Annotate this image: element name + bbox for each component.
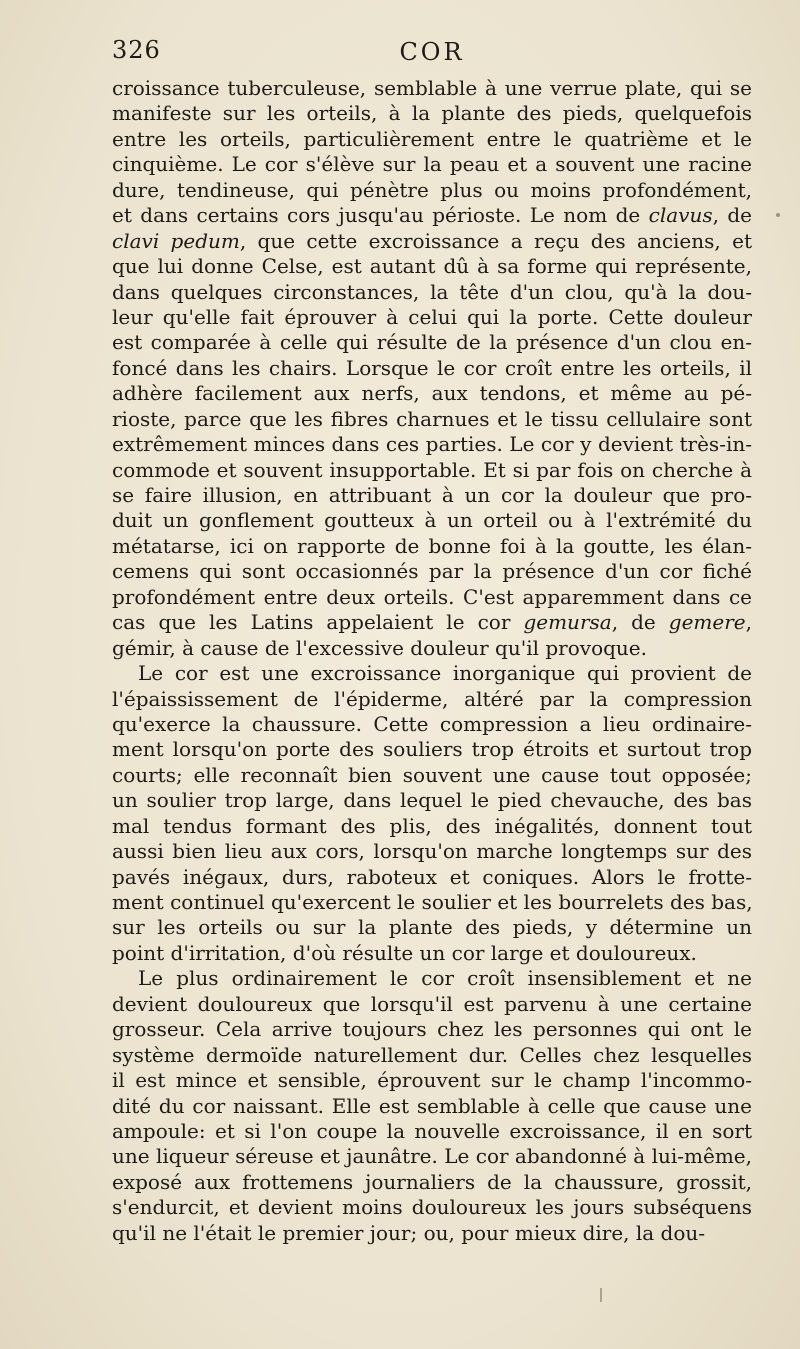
- ink-speck: [776, 213, 780, 217]
- text-line: foncé dans les chairs. Lorsque le cor croît entre les orteils, il: [112, 355, 752, 380]
- text-line: gémir, à cause de l'excessive douleur qu'il provoque.: [112, 635, 647, 660]
- text-line: que lui donne Celse, est autant dû à sa forme qui représente,: [112, 254, 752, 279]
- text-line: courts; elle reconnaît bien souvent une cause tout opposée;: [112, 762, 752, 787]
- text-line: cemens qui sont occasionnés par la présence d'un cor fiché: [112, 559, 752, 584]
- text-line: se faire illusion, en attribuant à un cor la douleur que pro-: [112, 483, 752, 507]
- text-line: profondément entre deux orteils. C'est apparemment dans ce: [112, 584, 752, 609]
- text-line: grosseur. Cela arrive toujours chez les personnes qui ont le: [112, 1017, 752, 1042]
- text-line: extrêmement minces dans ces parties. Le cor y devient très-in-: [112, 432, 752, 457]
- text-line: Le cor est une excroissance inorganique qui provient de: [138, 661, 752, 686]
- text-line: aussi bien lieu aux cors, lorsqu'on marche longtemps sur des: [112, 839, 752, 864]
- text-line: entre les orteils, particulièrement entre le quatrième et le: [112, 126, 752, 151]
- text-line: il est mince et sensible, éprouvent sur le champ l'incommo-: [112, 1068, 752, 1093]
- text-line: point d'irritation, d'où résulte un cor large et douloureux.: [112, 940, 697, 965]
- text-line: cinquième. Le cor s'élève sur la peau et a souvent une racine: [112, 152, 752, 177]
- text-line: métatarse, ici on rapporte de bonne foi à la goutte, les élan-: [112, 533, 752, 558]
- ink-mark: [600, 1288, 602, 1302]
- text-line: mal tendus formant des plis, des inégalités, donnent tout: [112, 813, 752, 838]
- text-line: sur les orteils ou sur la plante des pieds, y détermine un: [112, 915, 752, 940]
- text-line: pavés inégaux, durs, raboteux et coniques. Alors le frotte-: [112, 864, 752, 889]
- text-line: qu'il ne l'était le premier jour; ou, pour mieux dire, la dou-: [112, 1220, 706, 1245]
- text-line: qu'exerce la chaussure. Cette compression a lieu ordinaire-: [112, 711, 752, 736]
- text-line: leur qu'elle fait éprouver à celui qui la porte. Cette douleur: [112, 304, 752, 329]
- text-line: adhère facilement aux nerfs, aux tendons, et même au pé-: [112, 381, 752, 406]
- text-line: commode et souvent insupportable. Et si par fois on cherche à: [112, 457, 752, 482]
- text-line: cas que les Latins appelaient le cor gemursa, de gemere,: [112, 610, 752, 635]
- text-line: exposé aux frottemens journaliers de la chaussure, grossit,: [112, 1169, 752, 1194]
- text-line: ampoule: et si l'on coupe la nouvelle excroissance, il en sort: [112, 1118, 752, 1143]
- text-line: dans quelques circonstances, la tête d'un clou, qu'à la dou-: [112, 279, 752, 304]
- paragraph: [112, 661, 752, 966]
- text-line: dure, tendineuse, qui pénètre plus ou moins profondément,: [112, 177, 752, 202]
- text-line: dité du cor naissant. Elle est semblable à celle que cause une: [112, 1093, 752, 1118]
- text-line: ment lorsqu'on porte des souliers trop étroits et surtout trop: [112, 737, 752, 762]
- text-line: système dermoïde naturellement dur. Celles chez lesquelles: [112, 1042, 752, 1067]
- text-line: ment continuel qu'exercent le soulier et les bourrelets des bas,: [112, 890, 753, 914]
- text-line: manifeste sur les orteils, à la plante des pieds, quelquefois: [112, 101, 752, 126]
- paragraph: [112, 966, 752, 1246]
- text-line: s'endurcit, et devient moins douloureux les jours subséquens: [112, 1195, 752, 1220]
- text-line: une liqueur séreuse et jaunâtre. Le cor abandonné à lui-même,: [112, 1144, 752, 1169]
- page-header: [112, 36, 752, 72]
- text-line: et dans certains cors jusqu'au périoste. Le nom de clavus, de: [112, 203, 753, 228]
- body-text: [112, 76, 752, 1246]
- text-line: duit un gonflement goutteux à un orteil ou à l'extrémité du: [112, 508, 752, 533]
- text-line: Le plus ordinairement le cor croît insensiblement et ne: [138, 966, 752, 991]
- text-line: l'épaississement de l'épiderme, altéré par la compression: [112, 686, 752, 711]
- text-line: devient douloureux que lorsqu'il est parvenu à une certaine: [112, 991, 752, 1016]
- text-line: est comparée à celle qui résulte de la présence d'un clou en-: [112, 330, 752, 355]
- paragraph: [112, 76, 752, 661]
- text-line: un soulier trop large, dans lequel le pied chevauche, des bas: [112, 788, 752, 813]
- text-line: rioste, parce que les fibres charnues et le tissu cellulaire sont: [112, 406, 752, 431]
- running-head: COR: [399, 38, 465, 66]
- text-line: clavi pedum, que cette excroissance a reçu des anciens, et: [112, 228, 752, 253]
- text-line: croissance tuberculeuse, semblable à une verrue plate, qui se: [112, 76, 752, 100]
- page-number: 326: [112, 36, 161, 64]
